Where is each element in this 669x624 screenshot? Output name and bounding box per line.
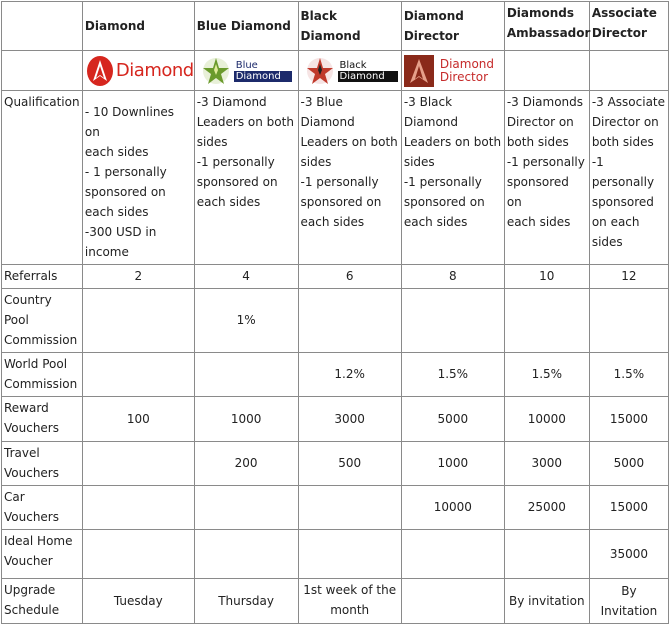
label-country-pool: Country Pool Commission	[1, 288, 82, 352]
header-black-diamond: Black Diamond	[298, 1, 401, 50]
cell-referrals-associate-director: 12	[589, 264, 669, 288]
cell-qualification-associate-director: -3 Associate Director on both sides -1 personally sponsored on each sides	[589, 90, 669, 264]
header-associate-director	[589, 1, 669, 50]
cell-car-vouchers-diamond-director: 10000	[401, 485, 504, 529]
cell-referrals-diamond-director: 8	[401, 264, 504, 288]
blue-diamond-star-icon	[201, 56, 231, 86]
cell-country-pool-blue-diamond: 1%	[194, 288, 298, 352]
cell-upgrade-associate-director: By Invitation	[589, 578, 669, 624]
diamond-director-logo-icon	[404, 55, 434, 87]
logo-row-label	[1, 50, 82, 90]
row-qualification	[1, 90, 669, 264]
cell-country-pool-diamond-director	[401, 288, 504, 352]
header-diamonds-ambassador	[504, 1, 589, 50]
label-reward-vouchers: Reward Vouchers	[1, 396, 82, 441]
label-car-vouchers: Car Vouchers	[1, 485, 82, 529]
cell-referrals-blue-diamond: 4	[194, 264, 298, 288]
cell-upgrade-diamond-director	[401, 578, 504, 624]
logo-cell-blue-diamond	[194, 50, 298, 90]
diamond-director-logo-line2: Director	[439, 69, 489, 84]
black-diamond-logo-line1: Black	[339, 59, 367, 71]
logo-cell-diamond-director	[401, 50, 504, 90]
header-diamond: Diamond	[82, 1, 194, 50]
cell-travel-vouchers-diamond	[82, 441, 194, 485]
cell-travel-vouchers-diamond-director: 1000	[401, 441, 504, 485]
row-ideal-home-voucher	[1, 529, 669, 578]
cell-referrals-diamond: 2	[82, 264, 194, 288]
cell-reward-vouchers-blue-diamond: 1000	[194, 396, 298, 441]
logo-cell-associate-director	[589, 50, 669, 90]
blue-diamond-logo-line2: Diamond	[234, 71, 292, 82]
diamond-logo-icon	[85, 55, 115, 87]
cell-ideal-home-diamond-director	[401, 529, 504, 578]
cell-referrals-black-diamond: 6	[298, 264, 401, 288]
cell-car-vouchers-diamond	[82, 485, 194, 529]
diamond-director-logo-text	[440, 58, 494, 84]
cell-reward-vouchers-black-diamond: 3000	[298, 396, 401, 441]
row-reward-vouchers	[1, 396, 669, 441]
label-referrals: Referrals	[1, 264, 82, 288]
black-diamond-logo-line2: Diamond	[338, 71, 398, 82]
label-ideal-home-voucher: Ideal Home Voucher	[1, 529, 82, 578]
logo-cell-diamonds-ambassador	[504, 50, 589, 90]
row-car-vouchers	[1, 485, 669, 529]
blue-diamond-logo-text	[234, 60, 292, 82]
black-diamond-star-icon	[305, 56, 335, 86]
cell-car-vouchers-associate-director: 15000	[589, 485, 669, 529]
cell-ideal-home-associate-director: 35000	[589, 529, 669, 578]
diamond-logo-text: Diamond	[115, 59, 194, 81]
header-diamond-director: Diamond Director	[401, 1, 504, 50]
label-world-pool: World Pool Commission	[1, 352, 82, 396]
row-country-pool	[1, 288, 669, 352]
cell-travel-vouchers-diamonds-ambassador: 3000	[504, 441, 589, 485]
header-associate-director-text: Associate Director	[591, 6, 657, 40]
cell-travel-vouchers-black-diamond: 500	[298, 441, 401, 485]
rank-table	[1, 1, 669, 624]
logo-cell-diamond	[82, 50, 194, 90]
cell-world-pool-blue-diamond	[194, 352, 298, 396]
cell-country-pool-black-diamond	[298, 288, 401, 352]
header-blue-diamond: Blue Diamond	[194, 1, 298, 50]
cell-reward-vouchers-associate-director: 15000	[589, 396, 669, 441]
cell-qualification-diamond-director: -3 Black Diamond Leaders on both sides -1 personally sponsored on each sides	[401, 90, 504, 264]
cell-ideal-home-diamonds-ambassador	[504, 529, 589, 578]
row-world-pool	[1, 352, 669, 396]
cell-world-pool-associate-director: 1.5%	[589, 352, 669, 396]
cell-ideal-home-black-diamond	[298, 529, 401, 578]
cell-qualification-black-diamond: -3 Blue Diamond Leaders on both sides -1 personally sponsored on each sides	[298, 90, 401, 264]
cell-car-vouchers-blue-diamond	[194, 485, 298, 529]
cell-car-vouchers-diamonds-ambassador: 25000	[504, 485, 589, 529]
header-diamonds-ambassador-text: Diamonds Ambassador	[506, 6, 591, 40]
cell-reward-vouchers-diamonds-ambassador: 10000	[504, 396, 589, 441]
row-referrals	[1, 264, 669, 288]
label-upgrade-schedule: Upgrade Schedule	[1, 578, 82, 624]
cell-reward-vouchers-diamond: 100	[82, 396, 194, 441]
cell-upgrade-black-diamond: 1st week of the month	[298, 578, 401, 624]
row-travel-vouchers	[1, 441, 669, 485]
cell-reward-vouchers-diamond-director: 5000	[401, 396, 504, 441]
black-diamond-logo-text	[338, 60, 398, 82]
logo-row	[1, 50, 669, 90]
cell-country-pool-associate-director	[589, 288, 669, 352]
header-row	[1, 1, 669, 50]
cell-upgrade-blue-diamond: Thursday	[194, 578, 298, 624]
label-qualification: Qualification	[1, 90, 82, 264]
cell-world-pool-black-diamond: 1.2%	[298, 352, 401, 396]
cell-ideal-home-diamond	[82, 529, 194, 578]
cell-qualification-blue-diamond: -3 Diamond Leaders on both sides -1 personally sponsored on each sides	[194, 90, 298, 264]
corner-cell	[1, 1, 82, 50]
cell-upgrade-diamonds-ambassador: By invitation	[504, 578, 589, 624]
cell-world-pool-diamond-director: 1.5%	[401, 352, 504, 396]
cell-world-pool-diamonds-ambassador: 1.5%	[504, 352, 589, 396]
logo-cell-black-diamond	[298, 50, 401, 90]
diamond-director-logo-line1: Diamond	[439, 56, 495, 71]
cell-referrals-diamonds-ambassador: 10	[504, 264, 589, 288]
cell-car-vouchers-black-diamond	[298, 485, 401, 529]
cell-qualification-diamonds-ambassador: -3 Diamonds Director on both sides -1 personally sponsored on each sides	[504, 90, 589, 264]
blue-diamond-logo-line1: Blue	[235, 59, 258, 71]
cell-ideal-home-blue-diamond	[194, 529, 298, 578]
label-travel-vouchers: Travel Vouchers	[1, 441, 82, 485]
cell-upgrade-diamond: Tuesday	[82, 578, 194, 624]
cell-travel-vouchers-blue-diamond: 200	[194, 441, 298, 485]
cell-qualification-diamond: - 10 Downlines on each sides - 1 personally sponsored on each sides -300 USD in income	[82, 90, 194, 264]
cell-world-pool-diamond	[82, 352, 194, 396]
row-upgrade-schedule	[1, 578, 669, 624]
cell-country-pool-diamond	[82, 288, 194, 352]
cell-country-pool-diamonds-ambassador	[504, 288, 589, 352]
cell-travel-vouchers-associate-director: 5000	[589, 441, 669, 485]
